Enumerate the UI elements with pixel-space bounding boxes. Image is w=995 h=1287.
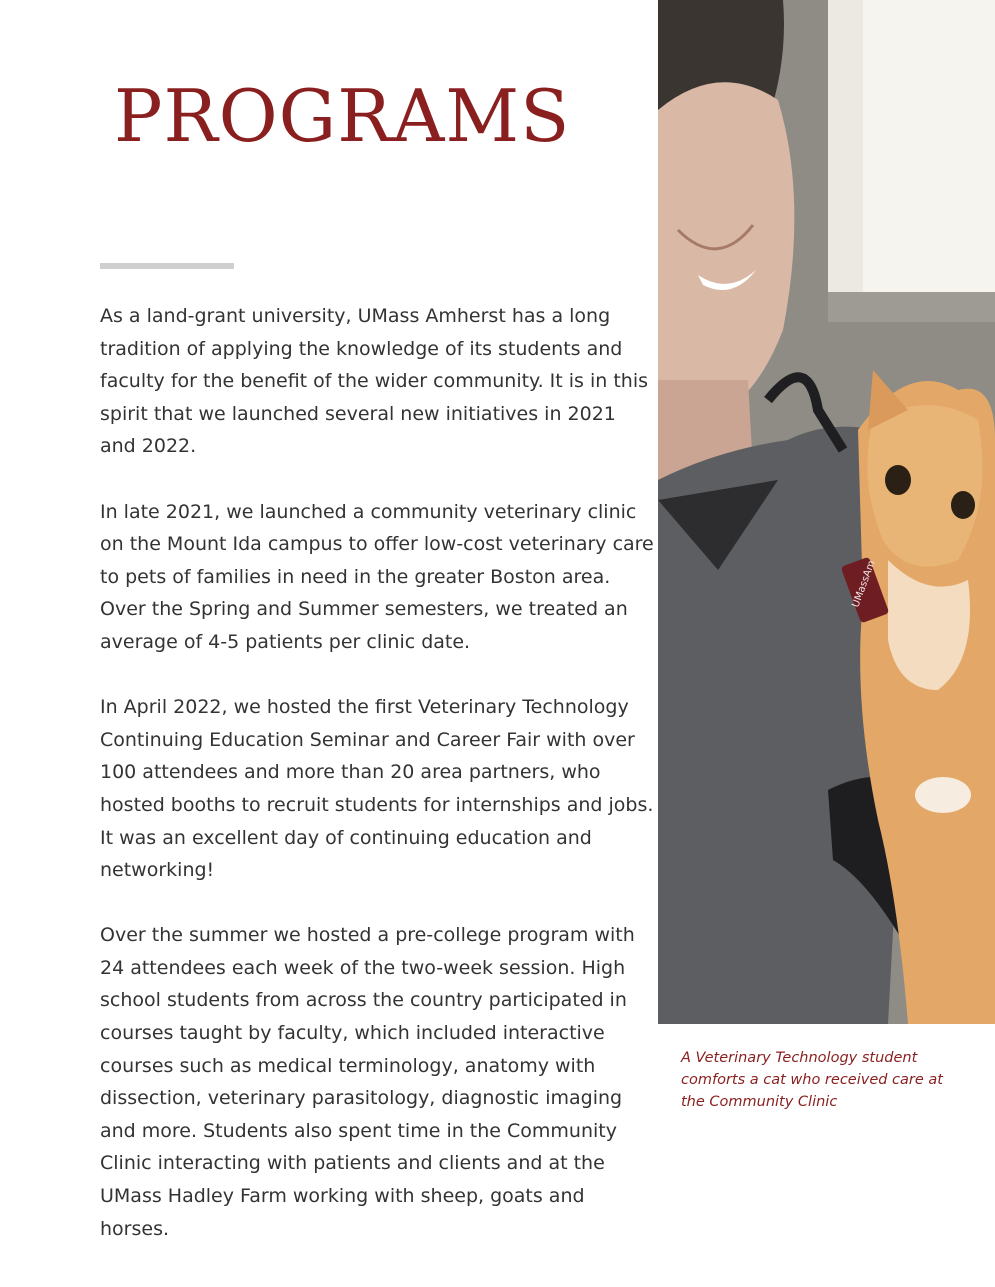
photo-illustration (658, 0, 995, 1024)
name-badge-text: UMassAm (850, 559, 878, 610)
paragraph-clinic: In late 2021, we launched a community veterinary clinic on the Mount Ida campus to offer low-cost veterinary care to pets of families in need in the greater Boston area. Over the Spring and Summer semesters, we treated an average of 4-5 patients per clinic date. (100, 500, 654, 653)
paragraph-intro: As a land-grant university, UMass Amherst has a long tradition of applying the knowledge of its students and faculty for the benefit of the wider community. It is in this spirit that we launched several new initiatives in 2021 and 2022. (100, 305, 649, 458)
article-body (100, 300, 656, 1278)
student-with-cat-photo (658, 0, 995, 1024)
photo-caption: A Veterinary Technology student comforts a cat who received care at the Community Clinic (681, 1050, 943, 1110)
title-divider (100, 263, 234, 269)
page-title: PROGRAMS (114, 74, 571, 158)
paragraph-pre-college: Over the summer we hosted a pre-college program with 24 attendees each week of the two-week session. High school students from across the country participated in courses taught by faculty, which included interactive courses such as medical terminology, anatomy with dissection, veterinary parasitology, diagnostic imaging and more. Students also spent time in the Community Clinic interacting with patients and clients and at the UMass Hadley Farm working with sheep, goats and horses. (100, 924, 635, 1240)
paragraph-seminar: In April 2022, we hosted the first Veterinary Technology Continuing Education Seminar and Career Fair with over 100 attendees and more than 20 area partners, who hosted booths to recruit students for internships and jobs. It was an excellent day of continuing education and networking! (100, 696, 654, 882)
